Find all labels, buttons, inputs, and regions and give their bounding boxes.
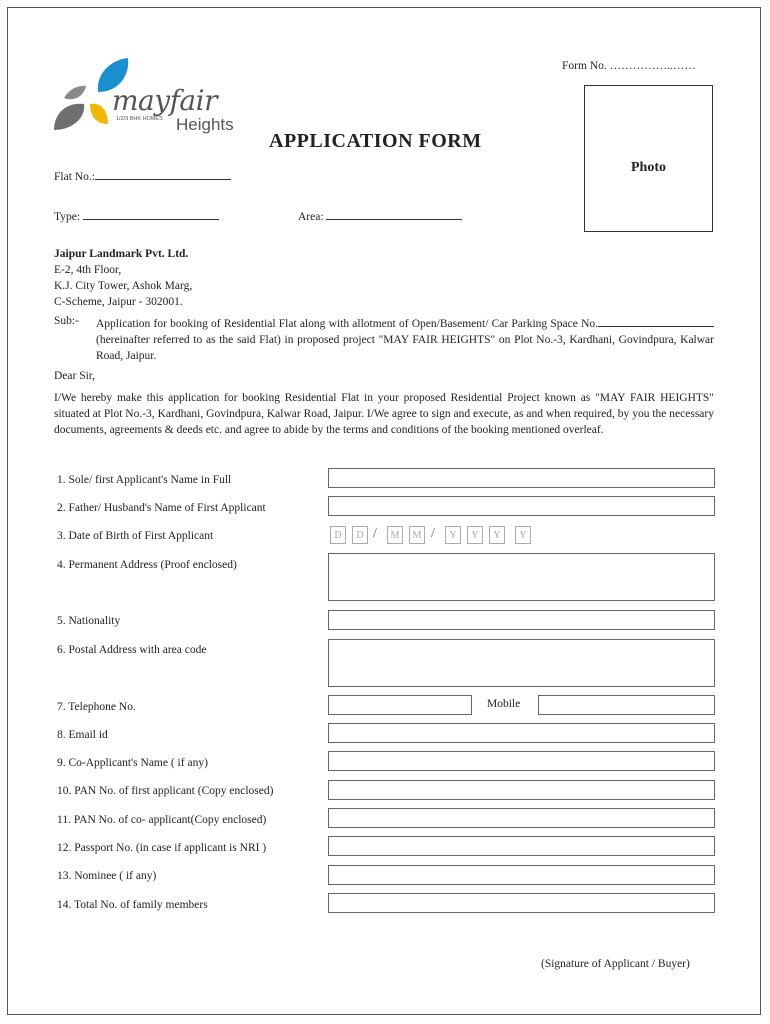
subject-text	[96, 315, 714, 364]
applicant-name-input[interactable]	[328, 468, 715, 488]
photo-box	[584, 85, 713, 232]
logo-gray-leaf-small	[64, 86, 86, 99]
body-paragraph: I/We hereby make this application for booking Residential Flat in your proposed Residential Project known as "MAY FAIR HEIGHTS" situated at Plot No.-3, Kardhani, Govindpura, Kalwar Road, Jaipur. I/We agree to sign and execute, as and when required, by you the necessary documents, agreements & deeds etc. and agree to abide by the terms and conditions of the booking mentioned overleaf.	[54, 392, 714, 436]
area-line[interactable]	[326, 208, 462, 220]
company-address	[54, 246, 192, 310]
pan-first-applicant-input[interactable]	[328, 780, 715, 800]
dob-month-1[interactable]: M	[387, 526, 403, 544]
flat-no-line[interactable]	[95, 168, 231, 180]
dob-year-3[interactable]: Y	[489, 526, 505, 544]
field-label-2: 2. Father/ Husband's Name of First Applicant	[57, 502, 266, 514]
form-title: APPLICATION FORM	[269, 130, 482, 152]
family-members-input[interactable]	[328, 893, 715, 913]
nationality-input[interactable]	[328, 610, 715, 630]
subject-part-1: Application for booking of Residential Flat along with allotment of Open/Basement/ Car Parking Space No.	[96, 318, 598, 330]
dob-day-1[interactable]: D	[330, 526, 346, 544]
logo-brand-text: mayfair	[112, 84, 217, 117]
dob-year-1[interactable]: Y	[445, 526, 461, 544]
dob-day-2[interactable]: D	[352, 526, 368, 544]
dob-separator-1: /	[373, 526, 377, 541]
dob-year-2[interactable]: Y	[467, 526, 483, 544]
flat-no-field[interactable]	[54, 168, 231, 183]
field-label-13: 13. Nominee ( if any)	[57, 870, 157, 882]
address-line-3: C-Scheme, Jaipur - 302001.	[54, 296, 183, 308]
address-line-2: K.J. City Tower, Ashok Marg,	[54, 280, 193, 292]
type-field[interactable]	[54, 208, 219, 223]
field-label-5: 5. Nationality	[57, 615, 121, 627]
dob-year-4[interactable]: Y	[515, 526, 531, 544]
salutation: Dear Sir,	[54, 370, 96, 382]
dob-separator-2: /	[431, 526, 435, 541]
area-field[interactable]	[298, 208, 462, 223]
co-applicant-name-input[interactable]	[328, 751, 715, 771]
dob-month-2[interactable]: M	[409, 526, 425, 544]
field-label-1: 1. Sole/ first Applicant's Name in Full	[57, 474, 232, 486]
pan-co-applicant-input[interactable]	[328, 808, 715, 828]
field-label-10: 10. PAN No. of first applicant (Copy enclosed)	[57, 785, 274, 797]
subject-part-2: (hereinafter referred to as the said Flat) in proposed project "MAY FAIR HEIGHTS" on Plot No.-3, Kardhani, Govindpura, Kalwar Road, Jaipur.	[96, 334, 714, 362]
passport-no-input[interactable]	[328, 836, 715, 856]
field-label-6: 6. Postal Address with area code	[57, 644, 207, 656]
logo-yellow-leaf	[90, 104, 108, 124]
logo-gray-leaf-large	[54, 104, 84, 130]
area-label: Area:	[298, 211, 324, 223]
company-name: Jaipur Landmark Pvt. Ltd.	[54, 248, 189, 260]
field-label-9: 9. Co-Applicant's Name ( if any)	[57, 757, 208, 769]
type-label: Type:	[54, 211, 81, 223]
logo-sub-text: Heights	[176, 115, 234, 134]
flat-no-label: Flat No.:	[54, 171, 95, 183]
address-line-1: E-2, 4th Floor,	[54, 264, 122, 276]
type-line[interactable]	[83, 208, 219, 220]
telephone-input[interactable]	[328, 695, 472, 715]
email-input[interactable]	[328, 723, 715, 743]
mobile-label: Mobile	[487, 698, 521, 710]
postal-address-input[interactable]	[328, 639, 715, 687]
field-label-12: 12. Passport No. (in case if applicant is NRI )	[57, 842, 267, 854]
field-label-8: 8. Email id	[57, 729, 108, 741]
field-label-14: 14. Total No. of family members	[57, 899, 208, 911]
subject-label: Sub:-	[54, 315, 79, 327]
field-label-4: 4. Permanent Address (Proof enclosed)	[57, 559, 237, 571]
field-label-3: 3. Date of Birth of First Applicant	[57, 530, 214, 542]
field-label-11: 11. PAN No. of co- applicant(Copy enclosed)	[57, 814, 267, 826]
father-husband-name-input[interactable]	[328, 496, 715, 516]
form-number-label: Form No. ……………..……	[562, 60, 696, 72]
field-label-7: 7. Telephone No.	[57, 701, 136, 713]
parking-space-line[interactable]	[598, 315, 714, 327]
mobile-input[interactable]	[538, 695, 715, 715]
signature-label: (Signature of Applicant / Buyer)	[541, 958, 690, 970]
photo-label: Photo	[631, 160, 666, 175]
nominee-input[interactable]	[328, 865, 715, 885]
permanent-address-input[interactable]	[328, 553, 715, 601]
logo-tagline: 1/2/3 BHK HOMES	[116, 116, 163, 122]
